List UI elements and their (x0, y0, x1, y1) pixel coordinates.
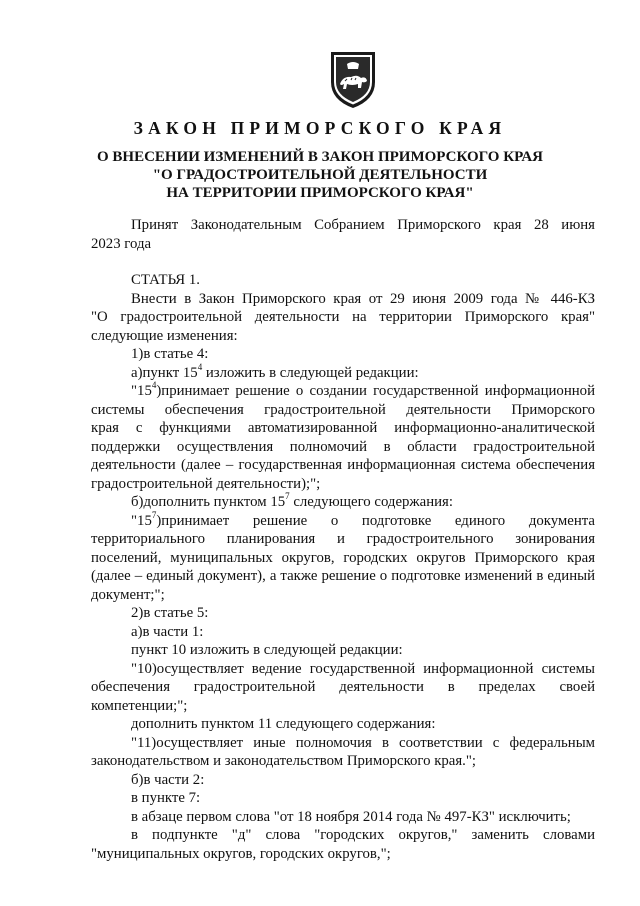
article-heading: СТАТЬЯ 1. (131, 272, 200, 288)
law-body (91, 216, 595, 863)
subtitle-line: НА ТЕРРИТОРИИ ПРИМОРСКОГО КРАЯ" (166, 185, 474, 201)
point-11-line: законодательством и законодательством Приморского края."; (91, 753, 477, 769)
item-2b-point-7: в пункте 7: (131, 790, 201, 806)
point-15-4-line: поддержки осуществления полномочий в области градостроительной (91, 438, 595, 455)
item-1b: б)дополнить пунктом $15^7$ следующего содержания: (131, 491, 453, 510)
point-15-7-line: (далее – единый документ), а также решение о подготовке изменений в единый (91, 568, 595, 584)
point-10-line: "10)осуществляет ведение государственной информационной системы (131, 660, 595, 677)
item-1a: а)пункт $15^4$ изложить в следующей редакции: (131, 361, 419, 381)
point-15-7-line: "$15^7)принимает$ решение о подготовке единого документа (131, 509, 595, 529)
item-2a: а)в части 1: (131, 623, 204, 640)
point-11-line: "11)осуществляет иные полномочия в соответствии с федеральным (131, 734, 595, 751)
point-15-7-line: поселений, муниципальных округов, городских округов Приморского края (91, 549, 595, 566)
point-10-line: компетенции;"; (91, 697, 188, 714)
law-subtitle (0, 148, 640, 202)
article-intro-line: "О градостроительной деятельности на территории Приморского края" (91, 309, 595, 325)
point-15-7-line: документ;"; (91, 586, 165, 603)
item-2a-point-11: дополнить пунктом 11 следующего содержания: (131, 716, 436, 732)
item-2a-point-10: пункт 10 изложить в следующей редакции: (131, 642, 403, 658)
item-1: 1)в статье 4: (131, 346, 209, 362)
law-title: ЗАКОН ПРИМОРСКОГО КРАЯ (133, 118, 507, 138)
point-15-4-line: деятельности (далее – государственная информационная система обеспечения (91, 457, 595, 473)
point-15-7-line: территориального планирования и градостроительного зонирования (91, 531, 595, 547)
primorsky-krai-coat-of-arms-icon (325, 48, 381, 110)
item-2b-subpoint-d: в подпункте "д" слова "городских округов," заменить словами (131, 827, 595, 843)
article-intro-line: Внести в Закон Приморского края от 29 июня 2009 года № 446-КЗ (131, 290, 595, 307)
subtitle-line: О ВНЕСЕНИИ ИЗМЕНЕНИЙ В ЗАКОН ПРИМОРСКОГО КРАЯ (97, 149, 543, 165)
item-2: 2)в статье 5: (131, 605, 209, 621)
item-2b: б)в части 2: (131, 771, 205, 788)
adoption-line: Принят Законодательным Собранием Приморского края 28 июня (131, 217, 595, 233)
point-15-4-line: "$15^4)принимает$ решение о создании государственной информационной (131, 380, 595, 399)
item-2b-subpoint-d: "муниципальных округов, городских округов,"; (91, 845, 391, 862)
point-15-4-line: края с функциями автоматизированной информационно-аналитической (91, 420, 595, 436)
point-15-4-line: системы обеспечения градостроительной деятельности Приморского (91, 401, 595, 418)
item-2b-abzac: в абзаце первом слова "от 18 ноября 2014 года № 497-КЗ" исключить; (131, 808, 571, 825)
point-15-4-line: градостроительной деятельности);"; (91, 475, 321, 492)
point-10-line: обеспечения градостроительной деятельности в пределах своей (91, 679, 595, 695)
subtitle-line: "О ГРАДОСТРОИТЕЛЬНОЙ ДЕЯТЕЛЬНОСТИ (152, 167, 488, 183)
article-intro-line: следующие изменения: (91, 327, 238, 344)
adoption-line: 2023 года (91, 235, 152, 252)
